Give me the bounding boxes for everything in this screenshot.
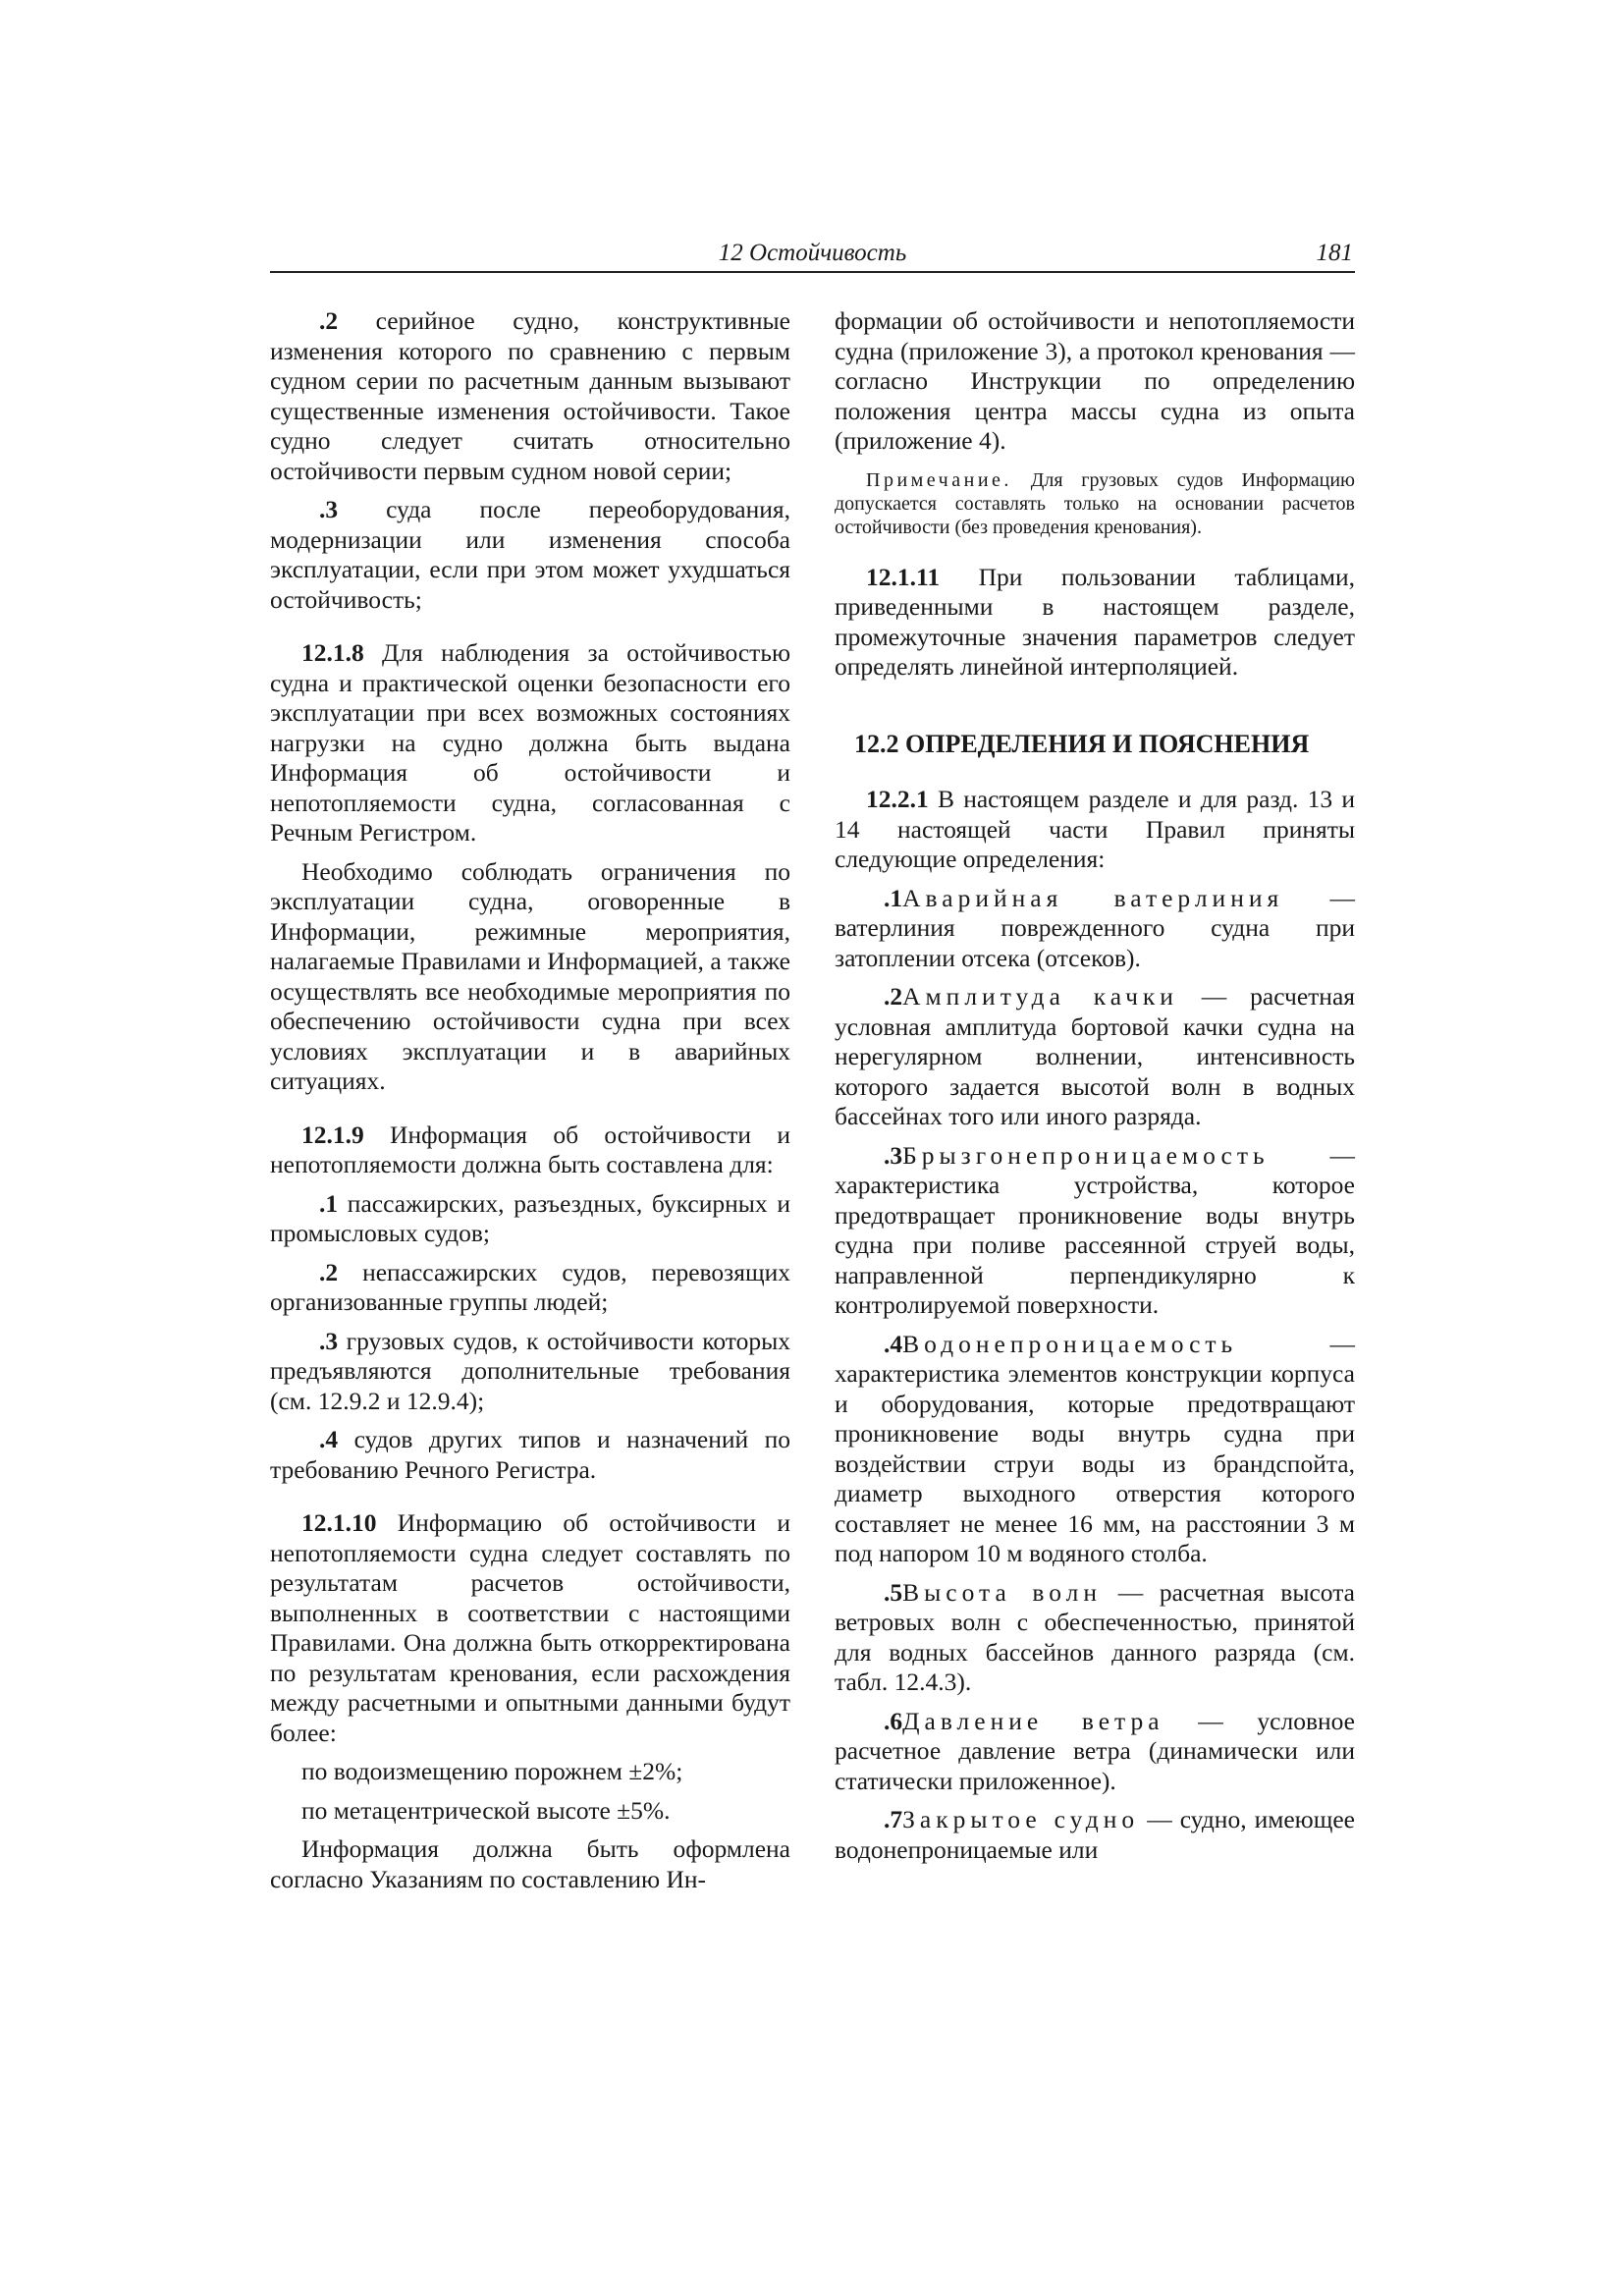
paragraph <box>270 495 790 615</box>
paragraph <box>270 638 790 848</box>
paragraph-text: При пользовании таблицами, приведенными в настоящем разделе, промежуточные значения параметров следует определять линейной интерполяцией. <box>835 562 1355 681</box>
definition <box>835 982 1355 1132</box>
definition <box>835 1330 1355 1569</box>
list-item-text: непассажирских судов, перевозящих организованные группы людей; <box>270 1257 790 1316</box>
item-number: .2 <box>319 306 339 335</box>
defined-term: Давление ветра <box>902 1706 1164 1735</box>
definition-text: — условное расчетное давление ветра (динамически или статически приложенное). <box>835 1706 1356 1795</box>
definition <box>835 1707 1355 1797</box>
paragraph-text: В настоящем разделе и для разд. 13 и 14 настоящей части Правил приняты следующие определения: <box>835 785 1355 873</box>
item-number: .1 <box>319 1188 339 1218</box>
paragraph-text: суда после переоборудования, модернизации или изменения способа эксплуатации, если при этом может ухудшаться остойчивость; <box>270 495 790 614</box>
paragraph <box>270 306 790 486</box>
definition-text: — характеристика элементов конструкции корпуса и оборудования, которые предотвращают проникновение воды внутрь судна при воздействии струи воды из брандспойта, диаметр выходного отверстия которого составляет не менее 16 мм, на расстоянии 3 м под напором 10 м водяного столба. <box>835 1329 1355 1567</box>
left-column <box>270 306 790 1894</box>
paragraph <box>270 1121 790 1180</box>
item-number: .3 <box>319 495 339 523</box>
defined-term: Аварийная ватерлиния <box>902 883 1284 912</box>
note-label: Примечание. <box>866 468 1012 491</box>
definition <box>835 1805 1355 1865</box>
definition-text: — ватерлиния поврежденного судна при затоплении отсека (отсеков). <box>835 883 1355 972</box>
definition-text: — судно, имеющее водонепроницаемые или <box>835 1805 1355 1864</box>
note <box>835 468 1355 539</box>
clause-number: 12.1.8 <box>301 638 364 667</box>
running-header <box>270 238 1355 273</box>
defined-term: Брызгонепроницаемость <box>902 1140 1270 1170</box>
item-number: .2 <box>884 982 903 1011</box>
definition-text: — расчетная высота ветровых волн с обеспеченностью, принятой для водных бассейнов данного разряда (см. табл. 12.4.3). <box>835 1577 1355 1696</box>
paragraph: Необходимо соблюдать ограничения по эксплуатации судна, оговоренные в Информации, режимные мероприятия, налагаемые Правилами и Информацией, а также осуществлять все необходимые мероприятия по обеспечению остойчивости судна при всех условиях эксплуатации и в аварийных ситуациях. <box>270 856 790 1095</box>
definition-text: — расчетная условная амплитуда бортовой качки судна на нерегулярном волнении, интенсивность которого задается высотой волн в водных бассейнах того или иного разряда. <box>835 982 1355 1130</box>
paragraph-text: Информация об остойчивости и непотопляемости должна быть составлена для: <box>270 1120 790 1178</box>
clause-number: 12.1.10 <box>301 1508 377 1537</box>
clause-number: 12.1.11 <box>866 562 941 591</box>
note-text: Для грузовых судов Информацию допускается составлять только на основании расчетов остойчивости (без проведения кренования). <box>835 468 1355 538</box>
paragraph <box>270 1508 790 1748</box>
paragraph <box>835 785 1355 875</box>
tolerance-line: по метацентрической высоте ±5%. <box>301 1795 671 1825</box>
chapter-title: 12 Остойчивость <box>718 240 907 266</box>
clause-number: 12.2.1 <box>866 785 929 813</box>
paragraph-text: серийное судно, конструктивные изменения которого по сравнению с первым судном серии по расчетным данным вызывают существенные изменения остойчивости. Такое судно следует считать относительно остойчивости первым судном новой серии; <box>270 306 790 485</box>
item-number: .2 <box>319 1257 339 1286</box>
defined-term: Закрытое судно <box>902 1805 1140 1833</box>
defined-term: Амплитуда качки <box>902 982 1178 1011</box>
item-number: .1 <box>884 883 903 912</box>
list-item <box>270 1189 790 1249</box>
list-item-text: грузовых судов, к остойчивости которых предъявляются дополнительные требования (см. 12.9.2 и 12.9.4); <box>270 1326 790 1415</box>
paragraph: формации об остойчивости и непотопляемости судна (приложение 3), а протокол кренования — согласно Инструкции по определению положения центра массы судна из опыта (приложение 4). <box>835 306 1355 455</box>
item-number: .7 <box>884 1805 903 1833</box>
definition <box>835 1141 1355 1321</box>
item-number: .6 <box>884 1706 903 1735</box>
item-number: .5 <box>884 1577 903 1607</box>
definition <box>835 884 1355 974</box>
item-number: .3 <box>884 1140 903 1170</box>
paragraph-text: Для наблюдения за остойчивостью судна и практической оценки безопасности его эксплуатации при всех возможных состояниях нагрузки на судно должна быть выдана Информация об остойчивости и непотопляемости судна, согласованная с Речным Регистром. <box>270 638 790 847</box>
list-item-text: пассажирских, разъездных, буксирных и промысловых судов; <box>270 1188 790 1247</box>
defined-term: Водонепроницаемость <box>902 1329 1238 1358</box>
tolerance-line: по водоизмещению порожнем ±2%; <box>301 1757 683 1785</box>
paragraph: Информация должна быть оформлена согласно Указаниям по составлению Ин- <box>270 1834 790 1893</box>
list-item <box>270 1327 790 1417</box>
definition <box>835 1578 1355 1698</box>
page-number: 181 <box>1316 240 1353 266</box>
defined-term: Высота волн <box>902 1577 1103 1607</box>
list-item <box>270 1425 790 1485</box>
item-number: .4 <box>319 1425 339 1453</box>
list-item-text: судов других типов и назначений по требованию Речного Регистра. <box>270 1425 790 1484</box>
section-heading: 12.2 ОПРЕДЕЛЕНИЯ И ПОЯСНЕНИЯ <box>854 729 1310 758</box>
paragraph <box>835 563 1355 683</box>
item-number: .4 <box>884 1329 903 1358</box>
definition-text: — характеристика устройства, которое предотвращает проникновение воды внутрь судна при поливе рассеянной струей воды, направленной перпендикулярно к контролируемой поверхности. <box>835 1140 1355 1319</box>
right-column <box>835 306 1355 1865</box>
clause-number: 12.1.9 <box>301 1120 364 1149</box>
list-item <box>270 1258 790 1318</box>
paragraph-text: Информацию об остойчивости и непотопляемости судна следует составлять по результатам расчетов остойчивости, выполненных в соответствии с настоящими Правилами. Она должна быть откорректирована по результатам кренования, если расхождения между расчетными и опытными данными будут более: <box>270 1508 790 1747</box>
item-number: .3 <box>319 1326 339 1355</box>
